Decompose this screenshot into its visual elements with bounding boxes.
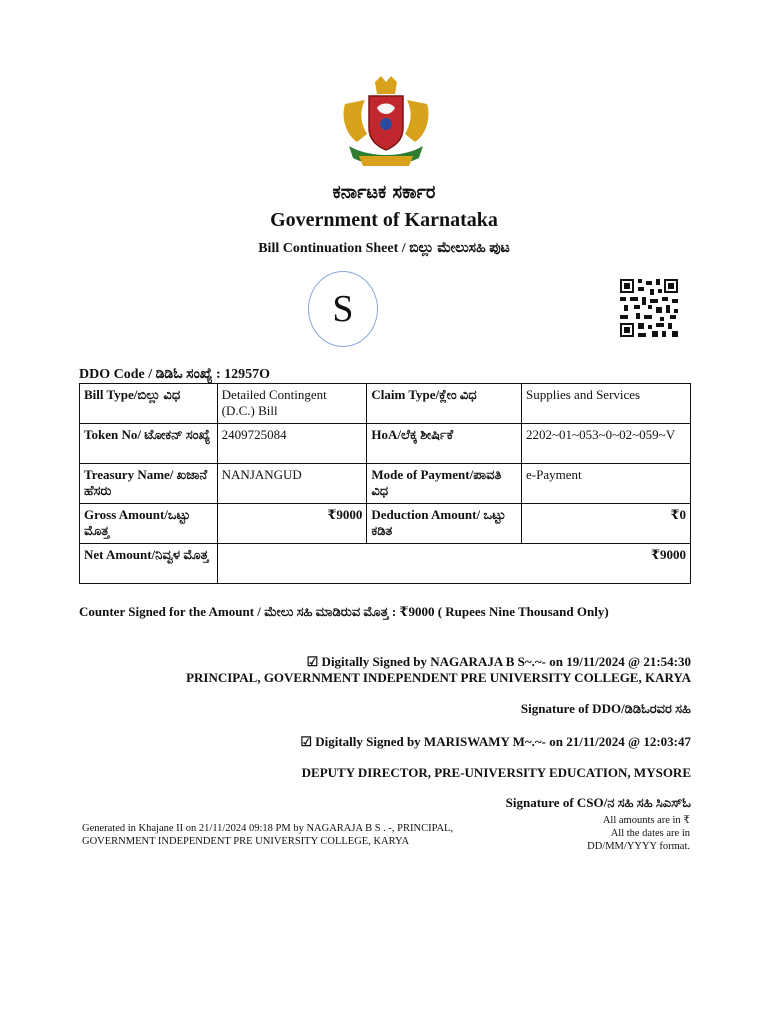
deduction-amount-label: Deduction Amount/ ಒಟ್ಟು ಕಡಿತ [367,504,522,544]
ddo-designation: PRINCIPAL, GOVERNMENT INDEPENDENT PRE UNIVERSITY COLLEGE, KARYA [186,670,691,685]
format-note-line-2: All the dates are in [610,828,690,839]
karnataka-emblem [339,76,433,172]
table-row [80,464,691,504]
table-row [80,384,691,424]
cso-signature-caption: Signature of CSO/ನ ಸಹಿ ಸಹಿ ಸಿಎಸ್ಓ [505,795,691,810]
bill-type-label: Bill Type/ಬಿಲ್ಲು ವಿಧ [80,384,218,424]
format-note-line-1: All amounts are in ₹ [602,815,690,826]
digital-signature-ddo: ☑ Digitally Signed by NAGARAJA B S~.~- on 19/11/2024 @ 21:54:30 [306,654,691,669]
net-amount-label: Net Amount/ನಿವ್ವಳ ಮೊತ್ತ [80,544,218,584]
claim-type-value: Supplies and Services [522,384,691,424]
bill-details-table [79,383,691,584]
cso-designation: DEPUTY DIRECTOR, PRE-UNIVERSITY EDUCATION, MYSORE [301,765,691,780]
stamp-circle [308,271,378,347]
sheet-title: Bill Continuation Sheet / ಬಿಲ್ಲು ಮೇಲುಸಹಿ ಪುಟ [258,241,510,256]
claim-type-label: Claim Type/ಕ್ಲೇಂ ವಿಧ [367,384,522,424]
token-label: Token No/ ಟೋಕನ್ ಸಂಖ್ಯೆ [80,424,218,464]
generated-line-1: Generated in Khajane II on 21/11/2024 09:18 PM by NAGARAJA B S . -, PRINCIPAL, [82,823,454,834]
format-note [530,814,690,853]
stamp-letter: S [332,288,354,330]
title-english: Government of Karnataka [270,209,498,231]
payment-mode-label: Mode of Payment/ಪಾವತಿ ವಿಧ [367,464,522,504]
gross-amount-value: ₹9000 [217,504,367,544]
generated-note [82,822,502,848]
net-amount-value: ₹9000 [217,544,690,584]
deduction-amount-value: ₹0 [522,504,691,544]
ddo-signature-caption: Signature of DDO/ಡಿಡಿಓರವರ ಸಹಿ [520,701,691,716]
table-row [80,544,691,584]
ddo-code: DDO Code / ಡಿಡಿಓ ಸಂಖ್ಯೆ : 12957O [79,367,271,382]
generated-line-2: GOVERNMENT INDEPENDENT PRE UNIVERSITY COLLEGE, KARYA [82,836,410,847]
table-row [80,504,691,544]
digital-signature-cso: ☑ Digitally Signed by MARISWAMY M~.~- on 21/11/2024 @ 12:03:47 [300,734,691,749]
format-note-line-3: DD/MM/YYYY format. [587,841,690,852]
payment-mode-value: e-Payment [522,464,691,504]
counter-signed-amount: Counter Signed for the Amount / ಮೇಲು ಸಹಿ ಮಾಡಿರುವ ಮೊತ್ತ : ₹9000 ( Rupees Nine Thousand Only) [79,604,609,619]
gross-amount-label: Gross Amount/ಒಟ್ಟು ಮೊತ್ತ [80,504,218,544]
token-value: 2409725084 [217,424,367,464]
hoa-label: HoA/ಲೆಕ್ಕ ಶೀರ್ಷಿಕೆ [367,424,522,464]
table-row [80,424,691,464]
title-kannada: ಕರ್ನಾಟಕ ಸರ್ಕಾರ [332,182,436,203]
treasury-label: Treasury Name/ ಖಜಾನೆ ಹೆಸರು [80,464,218,504]
treasury-value: NANJANGUD [217,464,367,504]
hoa-value: 2202~01~053~0~02~059~V [522,424,691,464]
qr-code-icon [620,279,678,337]
bill-type-value: Detailed Contingent (D.C.) Bill [217,384,367,424]
